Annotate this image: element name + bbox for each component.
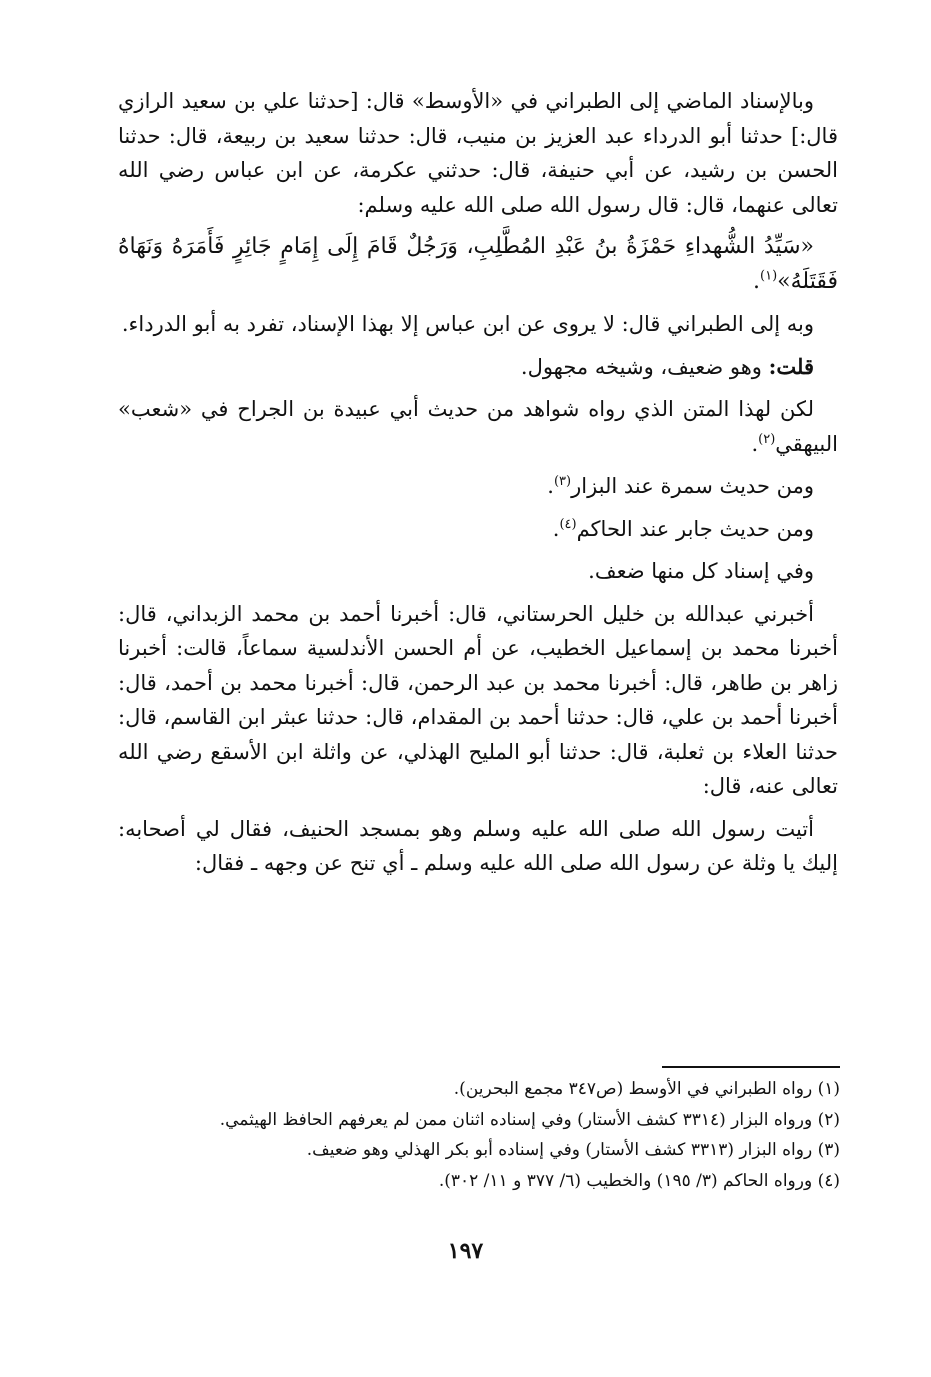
weakness-paragraph (118, 554, 838, 589)
shawahid-paragraph (118, 392, 838, 461)
qultu-label: قلت: (768, 353, 814, 379)
isnad-text: وبالإسناد الماضي إلى الطبراني في «الأوسط» قال: [حدثنا علي بن سعيد الرازي قال:] حدثنا أبو الدرداء عبد العزيز بن منيب، قال: حدثنا سعيد بن ربيعة، قال: حدثنا الحسن بن رشيد، عن أبي حنيفة، قال: حدثني عكرمة، عن ابن عباس رضي الله تعالى عنهما، قال: قال رسول الله صلى الله عليه وسلم: (118, 89, 838, 217)
qultu-text: وهو ضعيف، وشيخه مجهول. (520, 354, 769, 379)
hadith-end: . (753, 268, 761, 294)
shawahid-end: . (751, 431, 759, 456)
shawahid-text: لكن لهذا المتن الذي رواه شواهد من حديث أبي عبيدة بن الجراح في «شعب» البيهقي (118, 397, 838, 456)
footnote-marker-1[interactable]: (١) (760, 268, 778, 284)
samura-text: ومن حديث سمرة عند البزار (571, 474, 814, 498)
wathila-paragraph (118, 812, 838, 881)
jabir-paragraph (118, 512, 838, 547)
isnad-2-text: أخبرني عبدالله بن خليل الحرستاني، قال: أخبرنا أحمد بن محمد الزبداني، قال: أخبرنا محمد بن إسماعيل الخطيب، عن أم الحسن الأندلسية سماعاً، قالت: أخبرنا زاهر بن طاهر، قال: أخبرنا محمد بن عبد الرحمن، قال: أخبرنا محمد بن أحمد، قال: أخبرنا أحمد بن علي، قال: حدثنا أحمد بن المقدام، قال: حدثنا عبثر ابن القاسم، قال: حدثنا العلاء بن ثعلبة، قال: حدثنا أبو المليح الهذلي، عن واثلة ابن الأسقع رضي الله تعالى عنه، قال: (118, 601, 838, 798)
footnote-2: (٢) ورواه البزار (٣٣١٤ كشف الأستار) وفي إسناده اثنان ممن لم يعرفهم الحافظ الهيثمي. (219, 1109, 840, 1130)
isnad-paragraph-2 (118, 597, 838, 804)
footnote-marker-2[interactable]: (٢) (758, 431, 776, 447)
samura-end: . (547, 474, 554, 498)
samura-paragraph (118, 469, 838, 504)
footnote-marker-4[interactable]: (٤) (559, 516, 577, 532)
footnote-3: (٣) رواه البزار (٣٣١٣ كشف الأستار) وفي إسناده أبو بكر الهذلي وهو ضعيف. (306, 1140, 840, 1160)
footnote-marker-3[interactable]: (٣) (553, 474, 572, 489)
tabarani-note-text: وبه إلى الطبراني قال: لا يروى عن ابن عباس إلا بهذا الإسناد، تفرد به أبو الدرداء. (121, 312, 814, 336)
footnote-4: (٤) ورواه الحاكم (٣/ ١٩٥) والخطيب (٦/ ٣٧٧ و ١١/ ٣٠٢). (438, 1170, 840, 1191)
wathila-text: أتيت رسول الله صلى الله عليه وسلم وهو بمسجد الحنيف، فقال لي أصحابه: إليك يا وثلة عن رسول الله صلى الله عليه وسلم ـ أي تنح عن وجهه ـ فقال: (118, 816, 838, 875)
tabarani-note-paragraph (118, 307, 838, 342)
page-number: ١٩٧ (447, 1238, 484, 1264)
qultu-paragraph (118, 350, 838, 385)
weakness-text: وفي إسناد كل منها ضعف. (588, 559, 814, 583)
jabir-text: ومن حديث جابر عند الحاكم (576, 516, 814, 541)
main-text (118, 84, 838, 889)
isnad-paragraph-1 (118, 84, 838, 222)
jabir-end: . (552, 516, 560, 541)
footnotes (118, 1074, 840, 1196)
hadith-paragraph (118, 230, 838, 299)
hadith-text: «سَيِّدُ الشُّهداءِ حَمْزَةُ بنُ عَبْدِ المُطَّلِبِ، وَرَجُلٌ قَامَ إِلَى إِمَامٍ جَائِرٍ فَأَمَرَهُ وَنَهَاهُ فَقَتَلَهُ» (118, 234, 838, 294)
footnote-divider (662, 1066, 840, 1068)
footnote-1: (١) رواه الطبراني في الأوسط (ص٣٤٧ مجمع البحرين). (453, 1079, 840, 1099)
